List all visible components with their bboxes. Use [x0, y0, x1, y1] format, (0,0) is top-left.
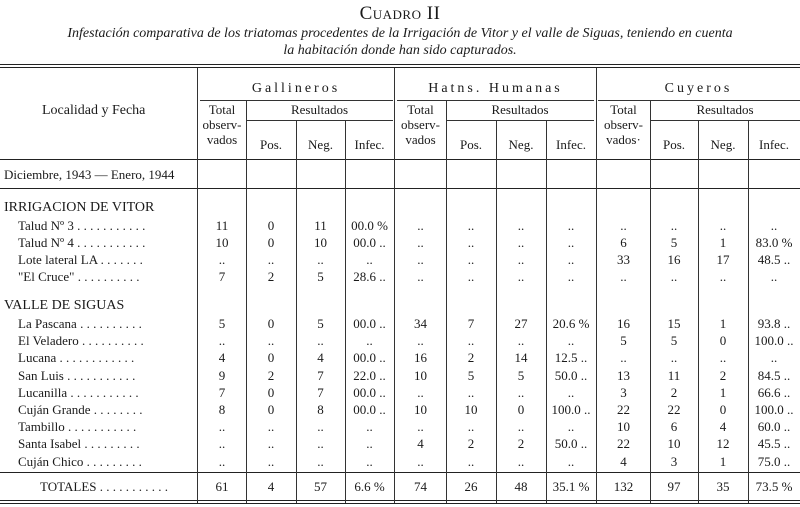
table-cell: 74 [414, 479, 427, 494]
table-cell: .. [567, 218, 575, 233]
table-cell: .. [417, 218, 424, 233]
table-cell: .. [467, 419, 475, 435]
table-cell: 2 [517, 436, 525, 452]
resultados-header-2: Resultados [491, 102, 549, 117]
table-cell: .. [218, 252, 226, 267]
table-cell: .. [517, 269, 525, 284]
table-cell: 48 [514, 479, 528, 494]
top-rule-2 [0, 67, 800, 68]
table-cell: 61 [215, 479, 229, 494]
table-cell: 5 [218, 316, 226, 331]
table-cell: 00.0 .. [353, 402, 386, 417]
table-cell: .. [567, 235, 575, 250]
total-header-1 [198, 102, 246, 147]
totals-top-rule [0, 472, 800, 473]
table-cell: 4 [267, 479, 275, 494]
top-rule [0, 64, 800, 65]
row-label: Lote lateral LA . . . . . . . [18, 252, 143, 267]
total-label: Total [610, 102, 637, 117]
table-cell: .. [620, 218, 627, 233]
table-cell: 0 [517, 402, 525, 417]
table-cell: .. [317, 252, 324, 267]
table-cell: .. [366, 453, 373, 469]
table-cell: .. [218, 453, 226, 469]
table-cell: .. [770, 218, 778, 233]
table-cell: 17 [716, 252, 730, 267]
table-cell: 8 [218, 402, 226, 417]
table-cell: .. [620, 269, 627, 284]
table-cell: 9 [218, 367, 226, 383]
table-cell: 0 [267, 402, 275, 417]
table-cell: 2 [670, 384, 678, 400]
table-cell: 6.6 % [354, 479, 385, 494]
table-cell: .. [719, 350, 727, 366]
table-cell: 8 [317, 402, 324, 417]
row-label: San Luis . . . . . . . . . . . [18, 367, 136, 383]
table-cell: .. [567, 333, 575, 349]
resultados-header-1: Resultados [290, 102, 349, 117]
table-cell: .. [366, 419, 373, 435]
table-cell: 0 [267, 218, 275, 233]
infec-header: Infec. [354, 137, 385, 152]
neg-header: Neg. [710, 137, 736, 152]
section-vitor: IRRIGACION DE VITOR [4, 200, 155, 215]
table-cell: .. [267, 453, 275, 469]
subtitle-line-2: la habitación donde han sido capturados. [283, 43, 517, 58]
table-cell: 7 [218, 384, 226, 400]
table-cell: 3 [670, 453, 678, 469]
table-cell: 3 [620, 384, 627, 400]
table-cell: 00.0 .. [353, 235, 386, 250]
table-cell: 12.5 .. [554, 350, 588, 366]
resultados-header-3: Resultados [696, 102, 754, 117]
table-cell: .. [417, 269, 424, 284]
table-cell: .. [517, 252, 525, 267]
pos-header: Pos. [259, 137, 283, 152]
table-cell: 20.6 % [552, 316, 590, 331]
table-cell: .. [670, 350, 678, 366]
table-cell: 100.0 .. [551, 402, 591, 417]
table-cell: 4 [317, 350, 324, 366]
row-label: El Veladero . . . . . . . . . . [18, 333, 144, 349]
table-cell: 10 [617, 419, 630, 435]
table-cell: 7 [317, 384, 324, 400]
neg-header: Neg. [308, 137, 333, 152]
resultados-underline-3 [650, 120, 800, 121]
table-cell: 11 [314, 218, 327, 233]
table-cell: 50.0 .. [554, 436, 588, 452]
table-cell: 14 [514, 350, 528, 366]
table-cell: .. [467, 333, 475, 349]
table-cell: .. [267, 333, 275, 349]
table-cell: 0 [267, 235, 275, 250]
row-label: Lucana . . . . . . . . . . . . [18, 350, 135, 366]
row-label: Lucanilla . . . . . . . . . . . [18, 384, 139, 400]
table-cell: .. [670, 218, 678, 233]
table-cell: 22 [617, 436, 630, 452]
table-cell: 2 [467, 436, 475, 452]
table-cell: 84.5 .. [757, 367, 791, 383]
table-cell: 33 [617, 252, 630, 267]
section-siguas: VALLE DE SIGUAS [4, 298, 125, 313]
table-cell: .. [620, 350, 627, 366]
group-header-cuyeros: Cuyeros [664, 81, 733, 96]
observ-label: observ- [604, 117, 643, 132]
table-cell: 7 [317, 367, 324, 383]
infec-header: Infec. [556, 137, 586, 152]
table-cell: .. [366, 436, 373, 452]
table-cell: 4 [719, 419, 727, 435]
table-cell: .. [366, 252, 373, 267]
vados-label: vados [405, 132, 436, 147]
row-label: Talud Nº 4 . . . . . . . . . . . [18, 235, 146, 250]
table-cell: 5 [467, 367, 475, 383]
header-bottom-rule [0, 159, 800, 160]
group-header-gallineros: Gallineros [251, 81, 341, 96]
table-cell: 7 [218, 269, 226, 284]
table-cell: .. [417, 235, 424, 250]
table-cell: 16 [414, 350, 427, 366]
table-cell: 1 [719, 453, 727, 469]
table-cell: .. [719, 218, 727, 233]
table-cell: 10 [215, 235, 229, 250]
date-rule [0, 188, 800, 189]
table-cell: 5 [670, 333, 678, 349]
table-cell: 22.0 .. [353, 367, 386, 383]
table-cell: 60.0 .. [757, 419, 791, 435]
table-cell: 0 [719, 402, 727, 417]
table-cell: 4 [620, 453, 627, 469]
table-cell: .. [417, 453, 424, 469]
table-cell: .. [267, 436, 275, 452]
table-cell: 1 [719, 316, 727, 331]
table-cell: 00.0 .. [353, 316, 386, 331]
table-cell: .. [467, 218, 475, 233]
table-cell: 34 [414, 316, 427, 331]
table-cell: .. [467, 269, 475, 284]
table-cell: .. [267, 419, 275, 435]
row-label: Cuján Grande . . . . . . . . [18, 402, 143, 417]
subtitle-line-1: Infestación comparativa de los triatomas procedentes de la Irrigación de Vitor y el valle de Siguas, teniendo en cuenta [67, 26, 733, 41]
row-label: Santa Isabel . . . . . . . . . [18, 436, 140, 452]
resultados-underline-2 [446, 120, 594, 121]
table-cell: .. [317, 453, 324, 469]
table-cell: 93.8 .. [757, 316, 791, 331]
table-cell: 35.1 % [552, 479, 590, 494]
observ-label: observ- [202, 117, 242, 132]
pos-header: Pos. [662, 137, 686, 152]
table-cell: 26 [464, 479, 478, 494]
row-label: Tambillo . . . . . . . . . . . [18, 419, 137, 435]
table-cell: 1 [719, 235, 727, 250]
table-cell: .. [317, 333, 324, 349]
table-cell: 2 [267, 269, 275, 284]
table-cell: 5 [517, 367, 525, 383]
table-title: Cuadro II [359, 3, 441, 24]
table-cell: 11 [215, 218, 229, 233]
table-cell: .. [567, 252, 575, 267]
table-cell: 0 [267, 350, 275, 366]
infec-header: Infec. [759, 137, 789, 152]
table-cell: 5 [620, 333, 627, 349]
table-cell: .. [218, 419, 226, 435]
table-cell: 100.0 .. [754, 333, 794, 349]
table-cell: 4 [218, 350, 226, 366]
table-cell: 73.5 % [755, 479, 793, 494]
table-cell: 5 [317, 269, 324, 284]
table-cell: 1 [719, 384, 727, 400]
table-cell: 22 [617, 402, 630, 417]
table-cell: 28.6 .. [353, 269, 386, 284]
table-cell: 10 [414, 367, 427, 383]
table-cell: 10 [314, 235, 327, 250]
table-cell: 10 [667, 436, 681, 452]
table-cell: .. [770, 269, 778, 284]
table-cell: .. [517, 419, 525, 435]
table-cell: .. [567, 419, 575, 435]
table-cell: 27 [514, 316, 528, 331]
resultados-underline-1 [246, 120, 393, 121]
row-label: La Pascana . . . . . . . . . . [18, 316, 142, 331]
table-cell: .. [467, 384, 475, 400]
table-cell: 10 [414, 402, 427, 417]
row-label: TOTALES . . . . . . . . . . . [40, 479, 168, 494]
table-cell: 2 [467, 350, 475, 366]
bottom-rule [0, 500, 800, 501]
table-cell: .. [218, 436, 226, 452]
table-cell: .. [517, 453, 525, 469]
table-cell: .. [267, 252, 275, 267]
table-cell: .. [517, 218, 525, 233]
total-header-2 [395, 102, 446, 147]
row-label: "El Cruce" . . . . . . . . . . [18, 269, 140, 284]
table-cell: .. [417, 384, 424, 400]
table-cell: 00.0 .. [353, 350, 386, 366]
table-cell: 00.0 % [351, 218, 388, 233]
table-cell: .. [467, 235, 475, 250]
table-cell: 15 [667, 316, 681, 331]
cuyeros-underline [598, 100, 800, 101]
table-cell: 97 [667, 479, 681, 494]
table-cell: 75.0 .. [757, 453, 791, 469]
table-cell: 12 [716, 436, 730, 452]
table-cell: 13 [617, 367, 630, 383]
table-cell: .. [770, 350, 778, 366]
pos-header: Pos. [459, 137, 483, 152]
table-cell: .. [517, 333, 525, 349]
total-label: Total [208, 102, 236, 117]
table-cell: 10 [464, 402, 478, 417]
table-cell: 2 [267, 367, 275, 383]
table-cell: .. [517, 235, 525, 250]
table-cell: .. [317, 419, 324, 435]
table-cell: .. [417, 419, 424, 435]
table-cell: .. [467, 252, 475, 267]
table-subtitle [10, 25, 790, 59]
table-cell: .. [317, 436, 324, 452]
table-cell: 100.0 .. [754, 402, 794, 417]
table-cell: 0 [267, 316, 275, 331]
table-cell: 6 [620, 235, 627, 250]
table-cell: .. [719, 269, 727, 284]
table-cell: 11 [667, 367, 681, 383]
row-label: Cuján Chico . . . . . . . . . [18, 453, 142, 469]
table-cell: 66.6 .. [757, 384, 791, 400]
table-cell: 35 [716, 479, 730, 494]
group-header-humanas: Hatns. Humanas [428, 81, 563, 96]
observ-label: observ- [401, 117, 440, 132]
table-cell: 16 [617, 316, 630, 331]
table-cell: 50.0 .. [554, 367, 588, 383]
table-cell: .. [417, 333, 424, 349]
table-cell: .. [567, 384, 575, 400]
table-cell: .. [417, 252, 424, 267]
table-cell: .. [218, 333, 226, 349]
vados-label: vados [206, 132, 238, 147]
table-cell: .. [467, 453, 475, 469]
table-cell: 4 [417, 436, 424, 452]
table-cell: .. [366, 333, 373, 349]
table-cell: 0 [267, 384, 275, 400]
table-cell: 5 [670, 235, 678, 250]
table-cell: 7 [467, 316, 475, 331]
table-cell: 16 [667, 252, 681, 267]
table-cell: 22 [667, 402, 681, 417]
table-cell: .. [517, 384, 525, 400]
table-cell: .. [567, 269, 575, 284]
row-label: Talud Nº 3 . . . . . . . . . . . [18, 218, 146, 233]
table-cell: 57 [314, 479, 327, 494]
table-cell: 00.0 .. [353, 384, 386, 400]
table-cell: 5 [317, 316, 324, 331]
total-label: Total [407, 102, 434, 117]
table-cell: 0 [719, 333, 727, 349]
table-cell: 83.0 % [755, 235, 793, 250]
table-cell: .. [567, 453, 575, 469]
table-cell: 6 [670, 419, 678, 435]
table-cell: 45.5 .. [757, 436, 791, 452]
humanas-underline [397, 100, 594, 101]
total-header-3 [597, 102, 650, 147]
gallineros-underline [200, 100, 393, 101]
vados-label: vados· [606, 132, 641, 147]
table-cell: 2 [719, 367, 727, 383]
table-cell: 48.5 .. [757, 252, 791, 267]
table-cell: .. [670, 269, 678, 284]
localidad-header: Localidad y Fecha [42, 103, 146, 118]
bottom-rule-2 [0, 503, 800, 504]
table-cell: 132 [613, 479, 634, 494]
neg-header: Neg. [508, 137, 534, 152]
date-row: Diciembre, 1943 — Enero, 1944 [4, 167, 175, 182]
